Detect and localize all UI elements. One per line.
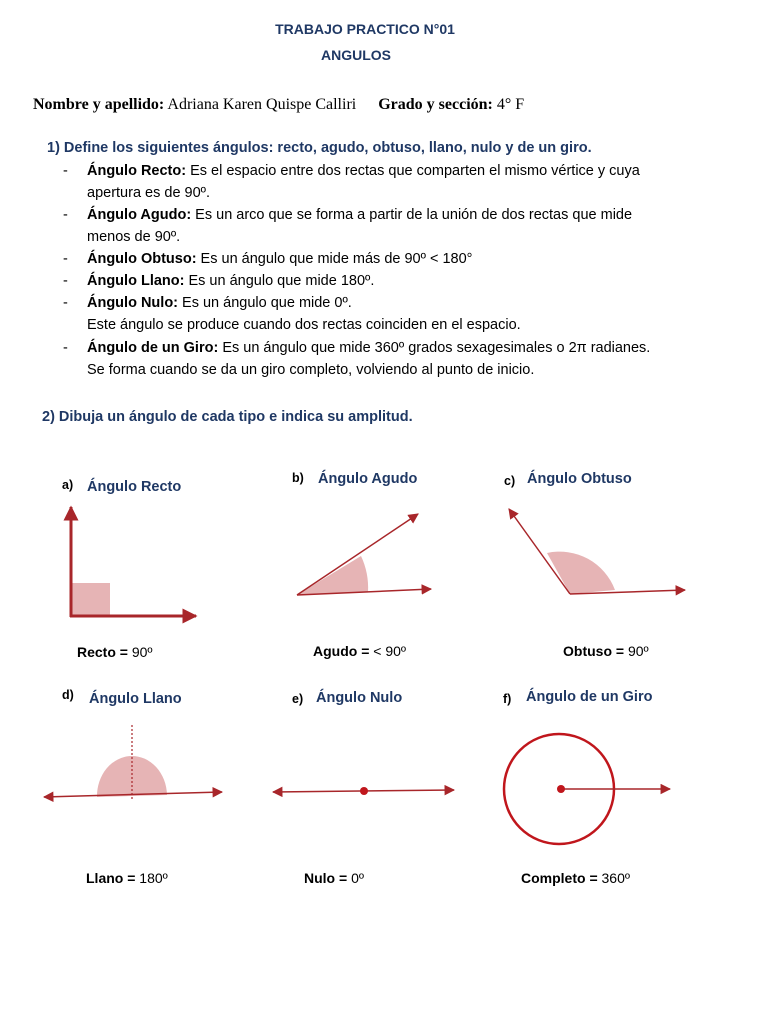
grade-label: Grado y sección:	[378, 96, 493, 113]
definition-text-cont: menos de 90º.	[87, 229, 181, 245]
list-dash: -	[63, 340, 68, 356]
obtuse-angle-arc	[547, 552, 615, 594]
obtuse-angle-left-ray	[509, 509, 570, 594]
list-dash: -	[63, 251, 68, 267]
angle-title-e: Ángulo Nulo	[316, 690, 403, 706]
result-label: Agudo =	[313, 643, 374, 659]
angle-letter-a: a)	[62, 478, 74, 492]
definition-term: Ángulo Nulo:	[87, 295, 179, 311]
full-turn-vertex	[557, 785, 565, 793]
angle-letter-d: d)	[62, 688, 74, 702]
definition-text-cont: Se forma cuando se da un giro completo, volviendo al punto de inicio.	[87, 362, 535, 378]
angle-title-d: Ángulo Llano	[89, 691, 182, 707]
right-angle-square	[72, 583, 110, 616]
definition-text: Es un ángulo que mide 180º.	[184, 273, 375, 289]
question-1-heading: 1) Define los siguientes ángulos: recto, agudo, obtuso, llano, nulo y de un giro.	[47, 140, 592, 156]
angle-letter-b: b)	[292, 471, 304, 485]
definition-text-cont: Este ángulo se produce cuando dos rectas coinciden en el espacio.	[87, 317, 521, 333]
result-label: Recto =	[77, 644, 132, 660]
definition-text-cont: apertura es de 90º.	[87, 185, 210, 201]
definition-text: Es un arco que se forma a partir de la unión de dos rectas que mide	[191, 207, 633, 223]
name-label: Nombre y apellido:	[33, 96, 165, 113]
full-turn-figure	[504, 734, 670, 844]
list-dash: -	[63, 295, 68, 311]
definition-text: Es el espacio entre dos rectas que comparten el mismo vértice y cuya	[186, 163, 640, 179]
result-label: Nulo =	[304, 870, 352, 886]
definition-term: Ángulo de un Giro:	[87, 340, 219, 356]
definition-text: Es un ángulo que mide 360º grados sexagesimales o 2π radianes.	[218, 340, 651, 356]
definition-text: Es un ángulo que mide más de 90º < 180°	[196, 251, 473, 267]
angle-title-b: Ángulo Agudo	[318, 471, 418, 487]
definition-term: Ángulo Agudo:	[87, 207, 192, 223]
obtuse-angle-figure	[509, 509, 685, 594]
result-value: 90º	[627, 643, 649, 659]
angle-letter-e: e)	[292, 692, 304, 706]
angle-title-c: Ángulo Obtuso	[527, 471, 632, 487]
angle-letter-f: f)	[503, 692, 512, 706]
right-angle-figure	[70, 507, 196, 617]
page-subtitle: ANGULOS	[321, 47, 391, 63]
name-value: Adriana Karen Quispe Calliri	[167, 96, 357, 113]
definition-term: Ángulo Obtuso:	[87, 251, 197, 267]
angle-letter-c: c)	[504, 474, 516, 488]
angle-title-a: Ángulo Recto	[87, 479, 182, 495]
result-label: Llano =	[86, 870, 140, 886]
result-label: Obtuso =	[563, 643, 628, 659]
result-label: Completo =	[521, 870, 602, 886]
null-angle-vertex	[360, 787, 368, 795]
list-dash: -	[63, 163, 68, 179]
list-dash: -	[63, 273, 68, 289]
result-value: 90º	[131, 644, 153, 660]
list-dash: -	[63, 207, 68, 223]
straight-angle-figure	[44, 725, 222, 800]
result-value: < 90º	[373, 643, 407, 659]
grade-value: 4° F	[496, 96, 525, 113]
result-value: 180º	[139, 870, 168, 886]
angle-title-f: Ángulo de un Giro	[526, 689, 653, 705]
definition-text: Es un ángulo que mide 0º.	[178, 295, 352, 311]
definition-term: Ángulo Llano:	[87, 273, 185, 289]
result-value: 0º	[351, 870, 364, 886]
question-2-heading: 2) Dibuja un ángulo de cada tipo e indica su amplitud.	[42, 409, 413, 425]
result-value: 360º	[601, 870, 630, 886]
acute-angle-arc	[297, 556, 368, 595]
null-angle-figure	[273, 787, 454, 795]
page-title: TRABAJO PRACTICO N°01	[275, 21, 455, 37]
definition-term: Ángulo Recto:	[87, 163, 187, 179]
acute-angle-figure	[297, 514, 431, 595]
